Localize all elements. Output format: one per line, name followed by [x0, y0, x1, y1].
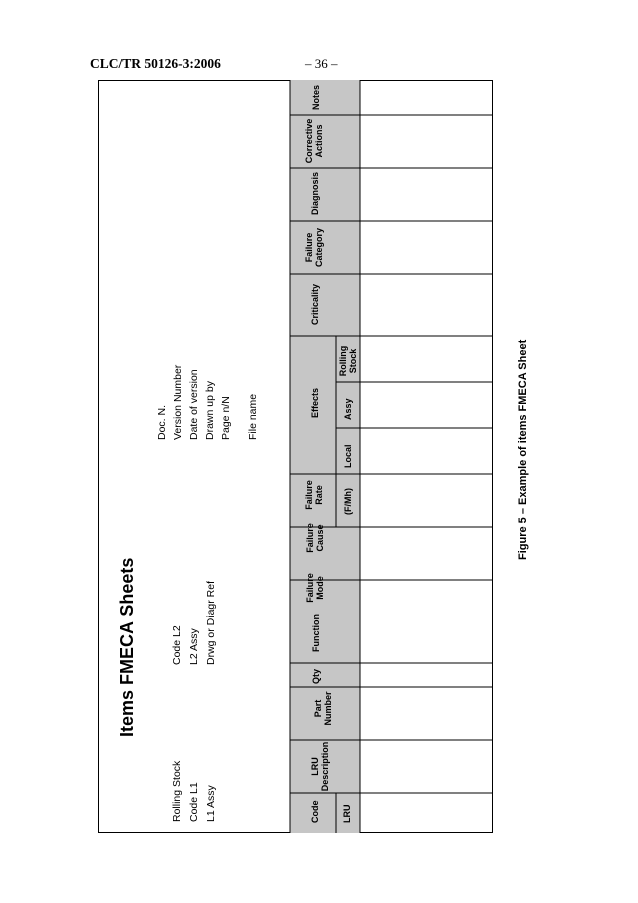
- col-subheader-effects-assy: Assy: [343, 398, 353, 420]
- figure-caption: Figure 5 – Example of items FMECA Sheet: [517, 339, 529, 560]
- col-header-failure-category: Failure Category: [304, 228, 325, 268]
- col-header-lru-description: LRU Description: [310, 741, 331, 792]
- meta-code-l1: Code L1: [188, 782, 200, 822]
- col-subheader-effects-rolling-stock: Rolling Stock: [338, 345, 359, 377]
- meta-l2-assy: L2 Assy: [188, 628, 200, 665]
- col-header-notes: Notes: [311, 84, 321, 110]
- col-subheader-failure-rate-unit: (F/Mh): [343, 488, 353, 515]
- col-header-failure-cause: Failure Cause: [305, 523, 326, 553]
- meta-drawing-ref: Drwg or Diagr Ref: [205, 580, 217, 665]
- meta-code-l2: Code L2: [171, 625, 183, 665]
- meta-version-number: Version Number: [172, 364, 184, 440]
- col-header-failure-rate: Failure Rate: [304, 480, 325, 510]
- col-header-corrective-actions: Corrective Actions: [304, 118, 325, 164]
- col-header-diagnosis: Diagnosis: [310, 171, 320, 215]
- col-header-qty: Qty: [311, 668, 321, 684]
- sheet-title: Items FMECA Sheets: [117, 557, 137, 737]
- col-header-code: Code: [310, 800, 320, 823]
- meta-doc-number: Doc. N.: [156, 404, 168, 440]
- col-header-part-number: Part Number: [313, 691, 334, 726]
- col-header-effects: Effects: [310, 387, 320, 418]
- col-subheader-lru: LRU: [342, 804, 352, 823]
- col-header-function: Function: [311, 614, 321, 652]
- meta-rolling-stock: Rolling Stock: [171, 760, 183, 822]
- col-header-criticality: Criticality: [310, 283, 320, 325]
- col-subheader-effects-local: Local: [343, 444, 353, 468]
- meta-drawn-up-by: Drawn up by: [204, 381, 216, 440]
- meta-l1-assy: L1 Assy: [205, 785, 217, 822]
- meta-page: Page n/N: [220, 396, 232, 440]
- meta-file-name: File name: [247, 393, 259, 440]
- meta-version-date: Date of version: [188, 369, 200, 440]
- document-reference: CLC/TR 50126-3:2006: [90, 56, 221, 71]
- page-number: – 36 –: [305, 56, 338, 71]
- col-header-failure-mode: Failure Mode: [305, 573, 326, 603]
